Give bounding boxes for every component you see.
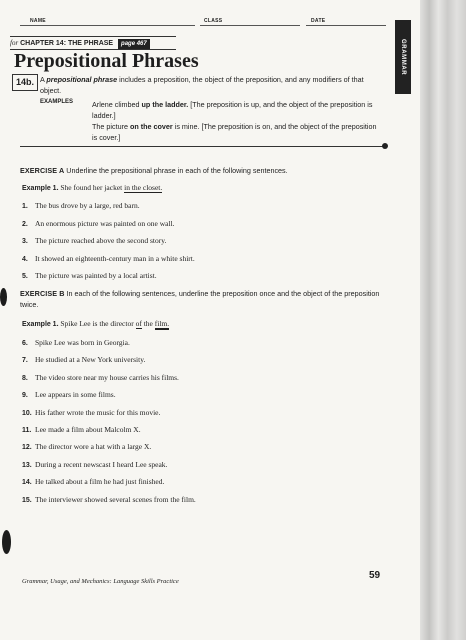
sentence-text[interactable]: Lee made a film about Malcolm X.: [35, 425, 141, 434]
sentence-text[interactable]: An enormous picture was painted on one wall.: [35, 218, 175, 228]
chapter-prefix: for: [10, 39, 19, 47]
page-title: Prepositional Phrases: [14, 50, 199, 72]
example-note: is mine. [The preposition is on, and the object of the preposition is cover.]: [92, 122, 377, 142]
page-reference: page 467: [118, 39, 150, 49]
sentence-number: 1.: [22, 203, 28, 210]
sentence-item: [22, 425, 141, 434]
sentence-number: 3.: [22, 238, 28, 245]
sentence-item: [22, 390, 116, 399]
sentence-item: [22, 219, 175, 228]
example-item: [92, 99, 382, 121]
binder-hole: [0, 288, 7, 306]
example-bold-phrase: on the cover: [129, 122, 173, 131]
example-text: Arlene climbed: [92, 100, 140, 109]
footer-text: Grammar, Usage, and Mechanics: Language Skills Practice: [22, 578, 179, 585]
example-object: film.: [154, 319, 170, 328]
section-divider: [20, 146, 384, 147]
chapter-bar: [10, 36, 176, 50]
sentence-item: [22, 442, 151, 451]
sentence-number: 14.: [22, 479, 32, 487]
sentence-item: [22, 477, 164, 486]
exercise-b-instructions: [20, 288, 380, 310]
sentence-text[interactable]: Spike Lee was born in Georgia.: [35, 338, 130, 347]
rule-term: prepositional phrase: [46, 75, 118, 84]
example-number: 1.: [52, 321, 59, 328]
example-sentence: Spike Lee is the director: [60, 319, 134, 328]
sentence-number: 10.: [22, 409, 32, 417]
sentence-item: [22, 201, 140, 210]
example-text: The picture: [92, 122, 128, 131]
sentence-text[interactable]: The interviewer showed several scenes from the film.: [35, 494, 196, 504]
sentence-text[interactable]: He studied at a New York university.: [35, 355, 146, 365]
rule-article: A: [40, 75, 45, 84]
exercise-a-example: [22, 183, 162, 192]
sentence-number: 8.: [22, 374, 28, 382]
exercise-b-text: In each of the following sentences, underline the preposition once and the object of the preposition twice.: [20, 289, 380, 309]
sentence-number: 9.: [22, 392, 28, 400]
example-sentence: She found her jacket: [60, 183, 123, 192]
rule-text: [40, 74, 380, 96]
sentence-text[interactable]: The director wore a hat with a large X.: [35, 442, 152, 452]
example-item: [92, 121, 382, 143]
sentence-item: [22, 254, 195, 263]
example-bold-phrase: up the ladder.: [141, 100, 189, 109]
sentence-text[interactable]: The picture reached above the second story.: [35, 236, 167, 245]
rule-definition: includes a preposition, the object of the preposition, and any modifiers of that object.: [40, 75, 364, 95]
date-label: DATE: [311, 18, 326, 24]
sentence-text[interactable]: His father wrote the music for this movie.: [35, 407, 161, 417]
page-edge-shadow: [420, 0, 466, 640]
name-line: [20, 25, 195, 26]
example-preposition: of: [135, 319, 142, 328]
example-note: [The preposition is up, and the object of the preposition is ladder.]: [92, 100, 373, 120]
divider-dot: [382, 143, 388, 149]
date-line: [306, 25, 386, 26]
sentence-number: 6.: [22, 340, 28, 347]
sentence-number: 15.: [22, 496, 32, 504]
sentence-number: 5.: [22, 273, 28, 280]
sentence-number: 4.: [22, 255, 28, 263]
exercise-b-example: [22, 319, 169, 328]
example-number: 1.: [52, 185, 59, 192]
sentence-text[interactable]: The picture was painted by a local artist.: [35, 271, 157, 280]
examples-label: EXAMPLES: [40, 99, 74, 105]
exercise-b-label: EXERCISE B: [20, 289, 65, 298]
class-label: CLASS: [204, 18, 223, 24]
sentence-text[interactable]: Lee appears in some films.: [35, 390, 116, 400]
exercise-a-label: EXERCISE A: [20, 166, 65, 175]
sentence-number: 13.: [22, 461, 32, 469]
chapter-title: CHAPTER 14: THE PHRASE: [20, 40, 114, 47]
sentence-number: 7.: [22, 357, 28, 365]
sentence-item: [22, 355, 145, 364]
sentence-item: [22, 495, 196, 504]
example-underlined-phrase: in the closet.: [124, 183, 163, 192]
class-line: [200, 25, 300, 26]
exercise-a-text: Underline the prepositional phrase in each of the following sentences.: [66, 166, 288, 175]
sentence-item: [22, 338, 130, 347]
sentence-text[interactable]: The video store near my house carries his films.: [35, 372, 179, 382]
sentence-item: [22, 236, 166, 245]
page-number: 59: [369, 570, 381, 581]
sentence-item: [22, 271, 157, 280]
rule-number: 14b.: [12, 74, 38, 91]
sentence-text[interactable]: The bus drove by a large, red barn.: [35, 201, 140, 210]
sentence-number: 11.: [22, 427, 32, 434]
sentence-number: 12.: [22, 444, 32, 452]
example-sentence-mid: the: [143, 319, 153, 328]
sentence-item: [22, 373, 179, 382]
sentence-item: [22, 408, 160, 417]
binder-hole: [2, 530, 11, 554]
grammar-side-tab: GRAMMAR: [395, 20, 411, 94]
sentence-text[interactable]: It showed an eighteenth-century man in a white shirt.: [35, 253, 195, 263]
sentence-number: 2.: [22, 220, 28, 228]
example-label: Example: [22, 321, 51, 328]
example-label: Example: [22, 185, 51, 192]
sentence-item: [22, 460, 167, 469]
sentence-text[interactable]: He talked about a film he had just finished.: [35, 477, 165, 487]
name-label: NAME: [30, 18, 46, 24]
sentence-text[interactable]: During a recent newscast I heard Lee speak.: [35, 459, 168, 469]
exercise-a-instructions: [20, 165, 380, 176]
